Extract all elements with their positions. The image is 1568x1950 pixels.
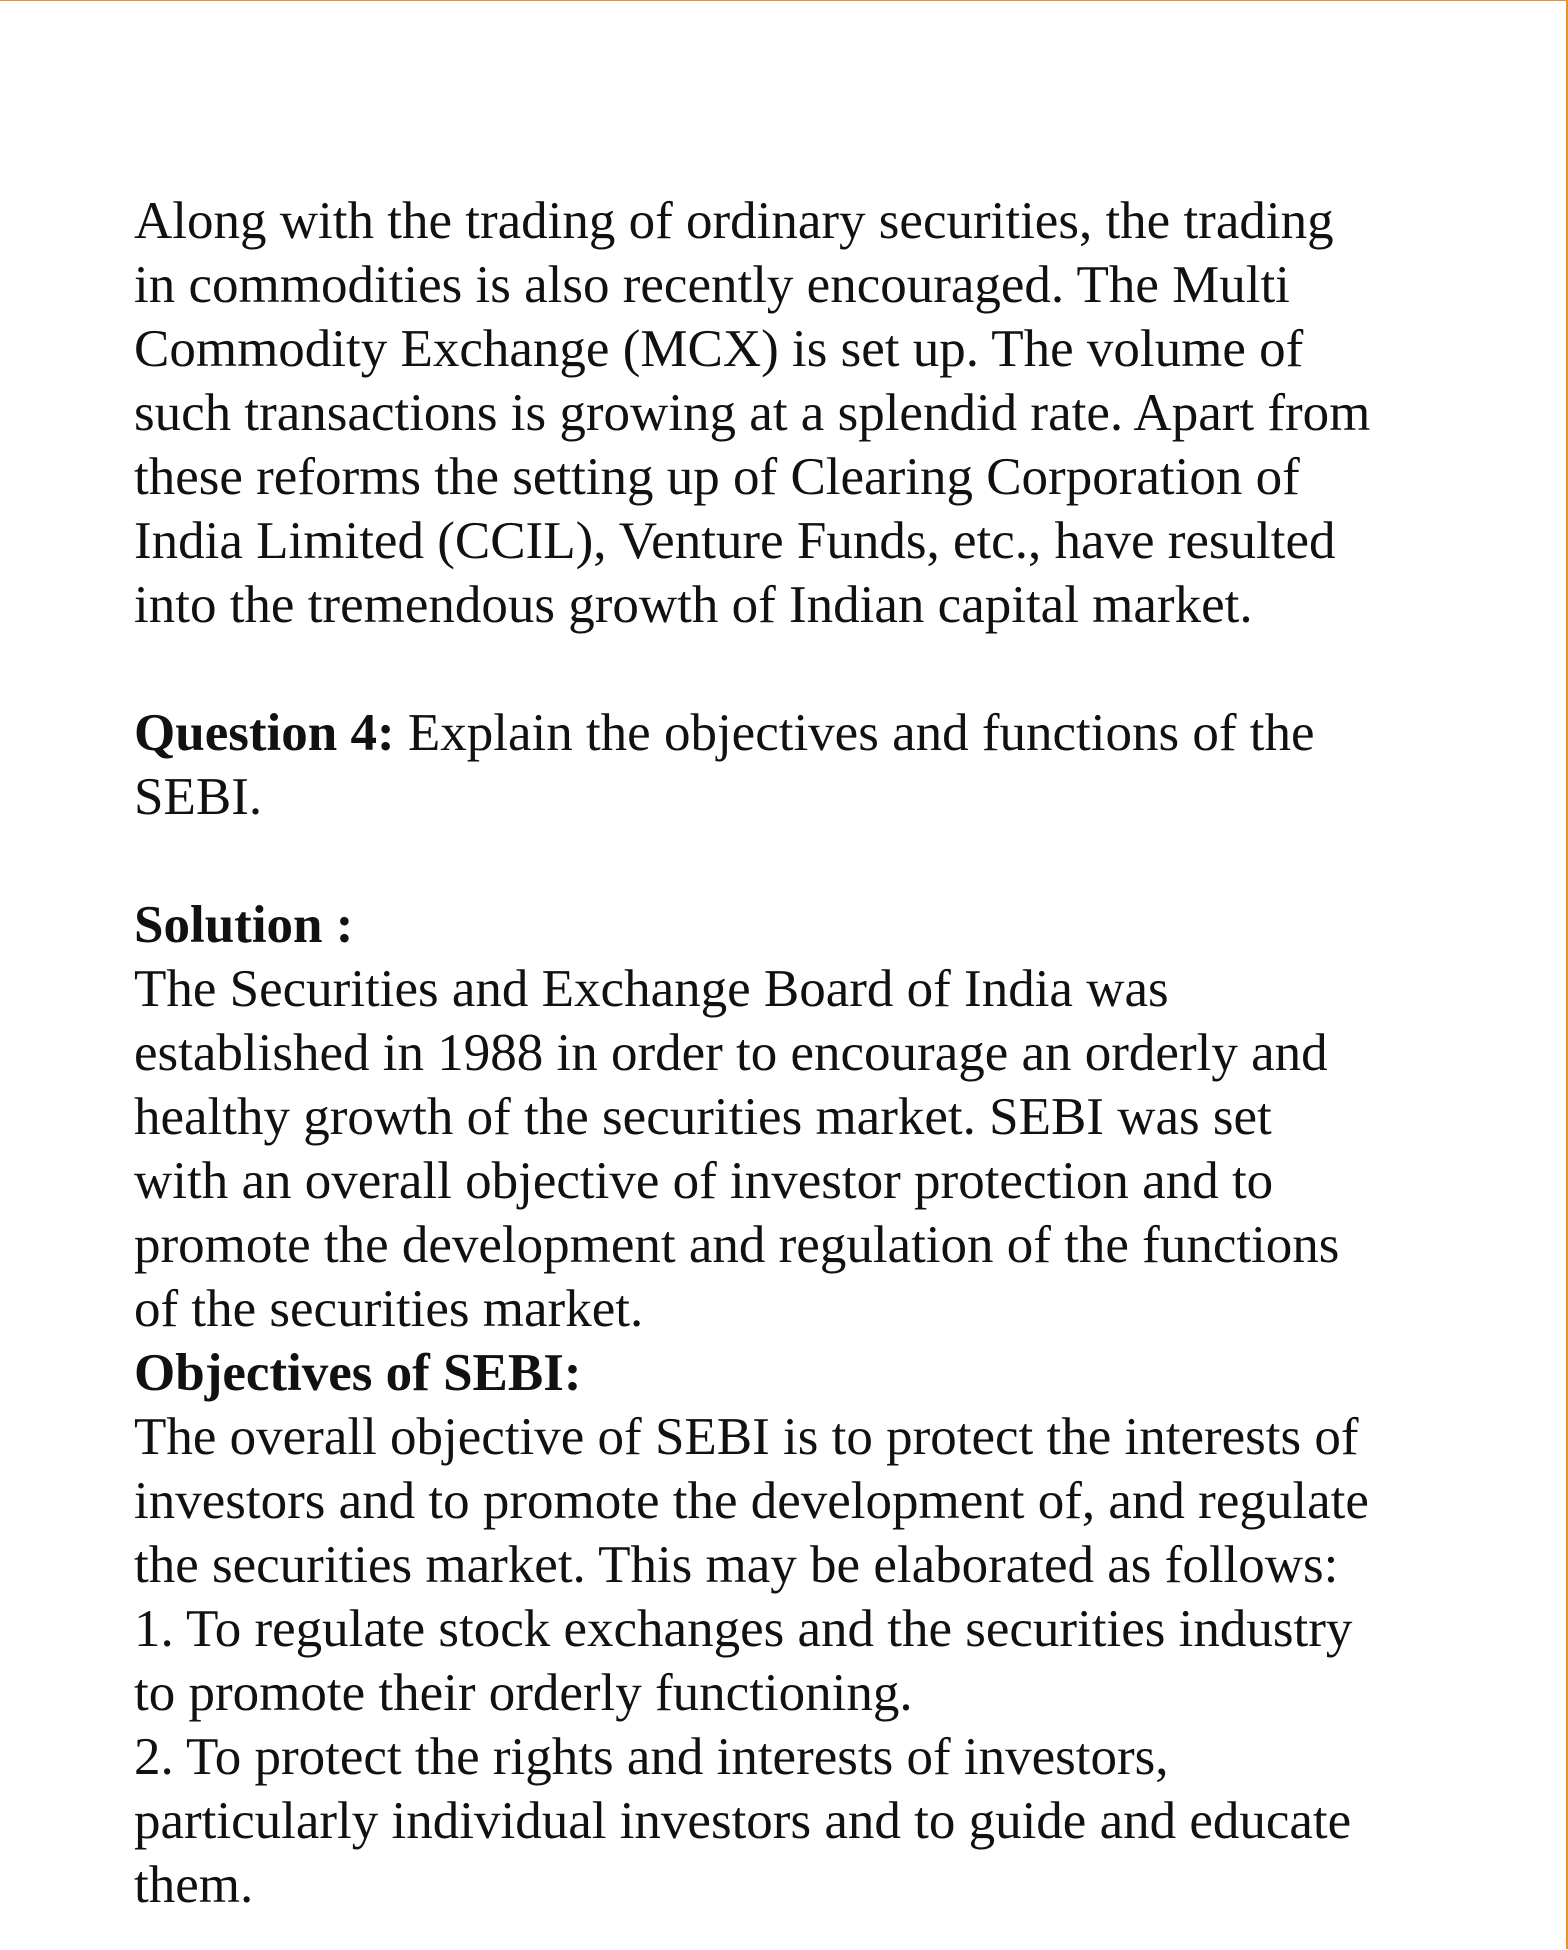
intro-paragraph: Along with the trading of ordinary securities, the trading in commodities is also recently encouraged. The Multi Commodity Exchange (MCX) is set up. The volume of such transactions is growing at a splendid rate. Apart from these reforms the setting up of Clearing Corporation of India Limited (CCIL), Venture Funds, etc., have resulted into the tremendous growth of Indian capital market. bbox=[134, 192, 1371, 634]
page-content bbox=[134, 189, 1464, 1917]
solution-body: The Securities and Exchange Board of India was established in 1988 in order to encourage an orderly and healthy growth of the securities market. SEBI was set with an overall objective of investor protection and to promote the development and regulation of the functions of the securities market. bbox=[134, 960, 1340, 1338]
objective-item-2: 2. To protect the rights and interests of investors, particularly individual investors and to guide and educate them. bbox=[134, 1728, 1352, 1914]
objectives-intro: The overall objective of SEBI is to protect the interests of investors and to promote the development of, and regulate the securities market. This may be elaborated as follows: bbox=[134, 1408, 1369, 1594]
question-paragraph bbox=[134, 701, 1464, 829]
question-text: Explain the objectives and functions of the SEBI. bbox=[134, 704, 1315, 826]
objectives-heading: Objectives of SEBI: bbox=[134, 1344, 582, 1402]
objective-item-1: 1. To regulate stock exchanges and the securities industry to promote their orderly functioning. bbox=[134, 1600, 1353, 1722]
spacer bbox=[134, 637, 1464, 701]
question-label: Question 4: bbox=[134, 704, 395, 762]
solution-heading: Solution : bbox=[134, 896, 354, 954]
spacer bbox=[134, 829, 1464, 893]
